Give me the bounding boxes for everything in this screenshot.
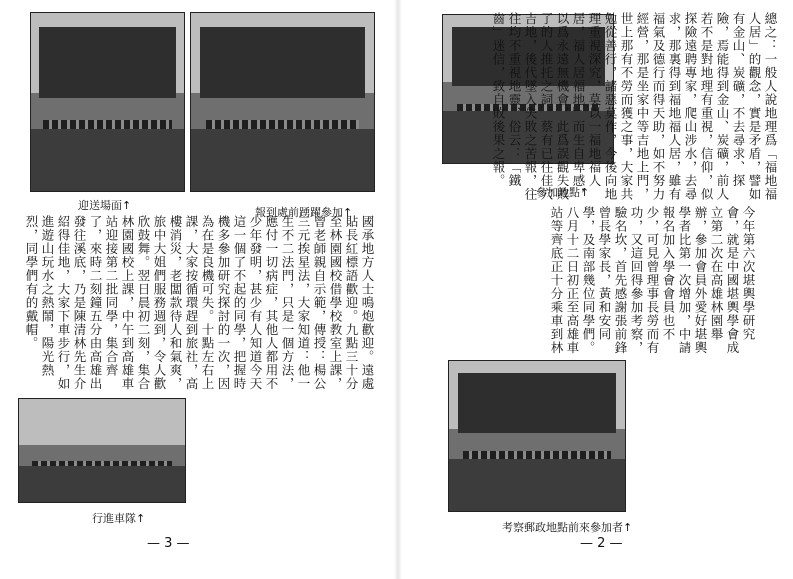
- right-page-number: — 2 —: [580, 536, 623, 551]
- photo-bottom-caption: 行進車隊↑: [92, 512, 146, 525]
- left-page-number: — 3 —: [147, 536, 190, 551]
- right-page-text-bottom-left: [402, 362, 444, 512]
- photo-registration-desk: [190, 12, 375, 192]
- photo-top-left-caption: 迎送場面↑: [78, 199, 132, 212]
- photo-vehicle-convoy: [18, 398, 186, 503]
- right-page-text-middle: 今年第六次堪輿學研究會，就是中國堪輿學會成立第二次在高雄林園舉辦，參加會員外愛好堪輿學者比第一次增加，中請報名加入學會會員也不少，可見曾理事長勞而有功，又這回得參加考察，驗名坎，首先感謝張前鋒曾長學家長，黃和安同學，及南部幾位同學們。八月十二日初正至高雄車站等齊底正十分乘車到林: [549, 206, 756, 355]
- photo-postal-site-visitors: [448, 360, 626, 512]
- right-page-text-top: 總之：一般人說地理爲「福地福人居」的觀念，實是矛盾，譬如有金山、炭礦，不去尋求、探險，焉能得到金山、炭礦，前人若不是對地理有重視，信仰，似探險遠聘專家，爬山涉水，去尋求，那裏得到福地福人居，雖有福氣及德行而得天助，如不努力經營，那是坐家中等吉地上門，世上那有不勞而獲之事，大家共勉從善行，諸惡莫作，今後向地理重視深究，莫以一福地福人居，福人居福地」而生自卑感，以爲永遠無機會，此爲誤觀失敗了的人推托之詞。蔡有已往佳穴吉地，後代墜入失敗之苦報，往往均不重視地靈，俗云：「鐵齒」迷信，致自敗後果之報。: [491, 12, 778, 201]
- photo-send-off-scene: [30, 12, 185, 192]
- left-page-text: 國承地方人士鳴炮歡迎。遠處貼長紅標語歡迎。九點三十分至林園國校借學校教室上課，曾老師親自示範，傳授：楊公三元挨星法，大家知道：他一生不二法門，只是一個方法，應付一切病症，其他人都用不少年發明，甚少有人知道今天這一個了不起的同學，把握時機多參加研究探討的一次，因為在是良機可失。十點左右上課，大家按循環趕到旅社，高樓消災，老闆款待人和氣爽，旅中大姐們服務週到，令人歡欣鼓舞。翌日晨初二刻，集合林園國校上課，中午到高雄車站迎接第二批同學，集合齊了，來時二刻鐘五分由高雄出發往溪底，乃是陳清林先生介紹得佳地，大家下車步行，如進遊山玩水之熱鬧，陽光熱烈，同學們有的戴帽。: [24, 215, 375, 391]
- photo-middle-caption: 考察郵政地點前來參加者↑: [502, 521, 633, 534]
- photo-top-right-caption: 報到處前踴躍參加↑: [255, 206, 353, 219]
- book-gutter: [394, 0, 402, 579]
- photo-top-caption: 參加地點↑: [536, 186, 590, 199]
